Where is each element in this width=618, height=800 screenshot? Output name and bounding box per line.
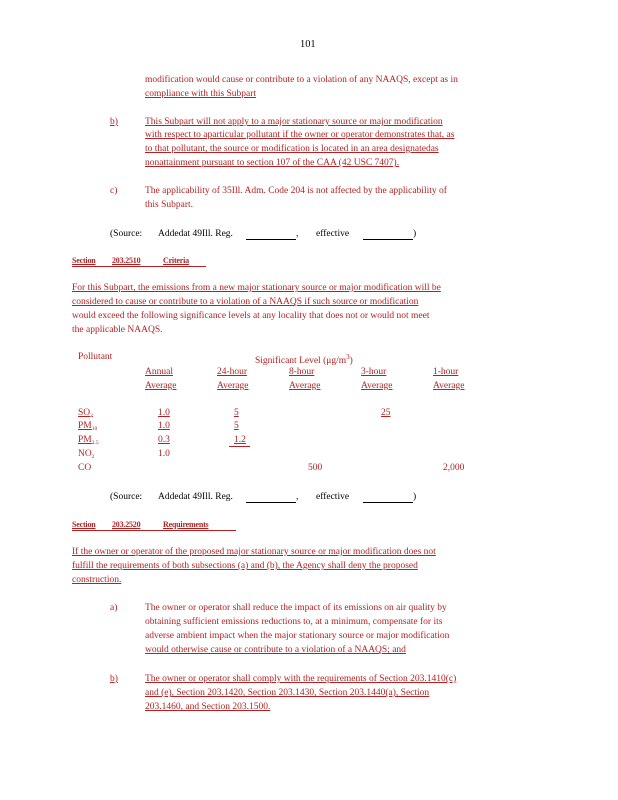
item-c-line-1: The applicability of 35Ill. Adm. Code 204 is not affected by the applicability of xyxy=(145,186,447,196)
source-note-1-added: Addedat 49Ill. Reg. xyxy=(158,229,233,239)
requirements-paragraph-line-3: construction. xyxy=(72,575,122,585)
item-b-line-1: This Subpart will not apply to a major stationary source or major modification xyxy=(145,117,443,127)
section-2510-label: Section xyxy=(72,256,96,265)
continued-paragraph-line-1: modification would cause or contribute to a violation of any NAAQS, except as in xyxy=(145,75,458,85)
source-note-2-added: Addedat 49Ill. Reg. xyxy=(158,492,233,502)
source-note-2-effective-blank xyxy=(363,502,413,503)
col-1hour-top: 1-hour xyxy=(433,367,459,377)
criteria-paragraph-line-4: the applicable NAAQS. xyxy=(72,325,163,335)
item-a-label: a) xyxy=(110,603,118,613)
item-a-line-3: adverse ambient impact when the major stationary source or major modification xyxy=(145,631,450,641)
item-b2-line-2: and (e), Section 203.1420, Section 203.1430, Section 203.1440(a), Section xyxy=(145,688,430,698)
source-note-1-close: ) xyxy=(413,229,417,239)
row-pm25-name: $PM_{2.5}$ xyxy=(78,435,99,446)
row-so2-24hour: 5 xyxy=(234,408,239,418)
col-8hour-bottom: Average xyxy=(289,381,321,391)
col-annual-top: Annual xyxy=(145,367,173,377)
requirements-paragraph-line-2: fulfill the requirements of both subsections (a) and (b), the Agency shall deny the proposed xyxy=(72,561,418,571)
item-a-line-4: would otherwise cause or contribute to a violation of a NAAQS; and xyxy=(145,645,406,655)
col-3hour-bottom: Average xyxy=(361,381,393,391)
section-2520-heading-rule xyxy=(72,530,236,531)
section-2520-number: 203.2520 xyxy=(112,520,141,529)
item-b2-label: b) xyxy=(110,674,118,684)
row-so2-annual: 1.0 xyxy=(158,408,170,418)
significant-level-header xyxy=(255,351,353,367)
row-pm10-24hour: 5 xyxy=(234,421,239,431)
source-note-1-comma: , xyxy=(296,229,299,239)
row-co-name: CO xyxy=(78,463,92,473)
criteria-paragraph-line-3: would exceed the following significance levels at any locality that does not or would not meet xyxy=(72,311,430,321)
row-pm25-24hour: 1.2 xyxy=(234,435,246,445)
row-pm25-24hour-underline xyxy=(229,446,250,447)
source-note-1-reg-blank xyxy=(246,239,296,240)
source-note-2-reg-blank xyxy=(246,502,296,503)
item-b-line-2: with respect to aparticular pollutant if the owner or operator demonstrates that, as xyxy=(145,130,455,140)
row-so2-3hour: 25 xyxy=(381,408,391,418)
page-number: 101 xyxy=(300,39,316,50)
section-2520-label: Section xyxy=(72,520,96,529)
row-co-8hour: 500 xyxy=(308,463,323,473)
source-note-2-effective: effective xyxy=(316,492,350,502)
section-2510-number: 203.2510 xyxy=(112,256,141,265)
criteria-paragraph-line-2: considered to cause or contribute to a violation of a NAAQS if such source or modification xyxy=(72,297,419,307)
col-24hour-bottom: Average xyxy=(217,381,249,391)
requirements-paragraph-line-1: If the owner or operator of the proposed major stationary source or major modification does not xyxy=(72,547,436,557)
source-note-1-effective: effective xyxy=(316,229,350,239)
item-b-label: b) xyxy=(110,117,118,127)
col-24hour-top: 24-hour xyxy=(217,367,248,377)
item-a-line-1: The owner or operator shall reduce the impact of its emissions on air quality by xyxy=(145,603,447,613)
row-pm10-annual: 1.0 xyxy=(158,421,170,431)
col-8hour-top: 8-hour xyxy=(289,367,315,377)
pollutant-header: Pollutant xyxy=(78,352,113,362)
item-c-label: c) xyxy=(110,186,118,196)
item-a-line-2: obtaining sufficient emissions reductions to, at a minimum, compensate for its xyxy=(145,617,443,627)
significant-level-text: Significant Level (μg/m xyxy=(255,356,347,367)
item-b-line-4: nonattainment pursuant to section 107 of the CAA (42 USC 7407). xyxy=(145,158,400,168)
row-no2-annual: 1.0 xyxy=(158,449,170,459)
continued-paragraph-line-2: compliance with this Subpart xyxy=(145,89,257,99)
source-note-2-comma: , xyxy=(296,492,299,502)
row-so2-name: $SO_2$ xyxy=(78,408,93,419)
unit-superscript: 3 xyxy=(346,353,350,361)
row-pm10-name: $PM_{10}$ xyxy=(78,421,98,432)
row-pm25-annual: 0.3 xyxy=(158,435,170,445)
item-b2-line-1: The owner or operator shall comply with the requirements of Section 203.1410(c) xyxy=(145,674,457,684)
item-b2-line-3: 203.1460, and Section 203.1500. xyxy=(145,702,271,712)
section-2510-title: Criteria xyxy=(163,256,189,265)
significant-level-close: ) xyxy=(349,356,353,367)
source-note-1-open: (Source: xyxy=(110,229,143,239)
source-note-1-effective-blank xyxy=(363,239,413,240)
section-2510-heading-rule xyxy=(72,266,206,267)
col-annual-bottom: Average xyxy=(145,381,177,391)
row-no2-name: $NO_2$ xyxy=(78,449,95,460)
col-1hour-bottom: Average xyxy=(433,381,465,391)
col-3hour-top: 3-hour xyxy=(361,367,387,377)
source-note-2-close: ) xyxy=(413,492,417,502)
row-co-1hour: 2,000 xyxy=(443,463,465,473)
source-note-2-open: (Source: xyxy=(110,492,143,502)
item-c-line-2: this Subpart. xyxy=(145,200,194,210)
item-b-line-3: to that pollutant, the source or modification is located in an area designatedas xyxy=(145,144,439,154)
criteria-paragraph-line-1: For this Subpart, the emissions from a new major stationary source or major modification will be xyxy=(72,283,441,293)
section-2520-title: Requirements xyxy=(163,520,209,529)
